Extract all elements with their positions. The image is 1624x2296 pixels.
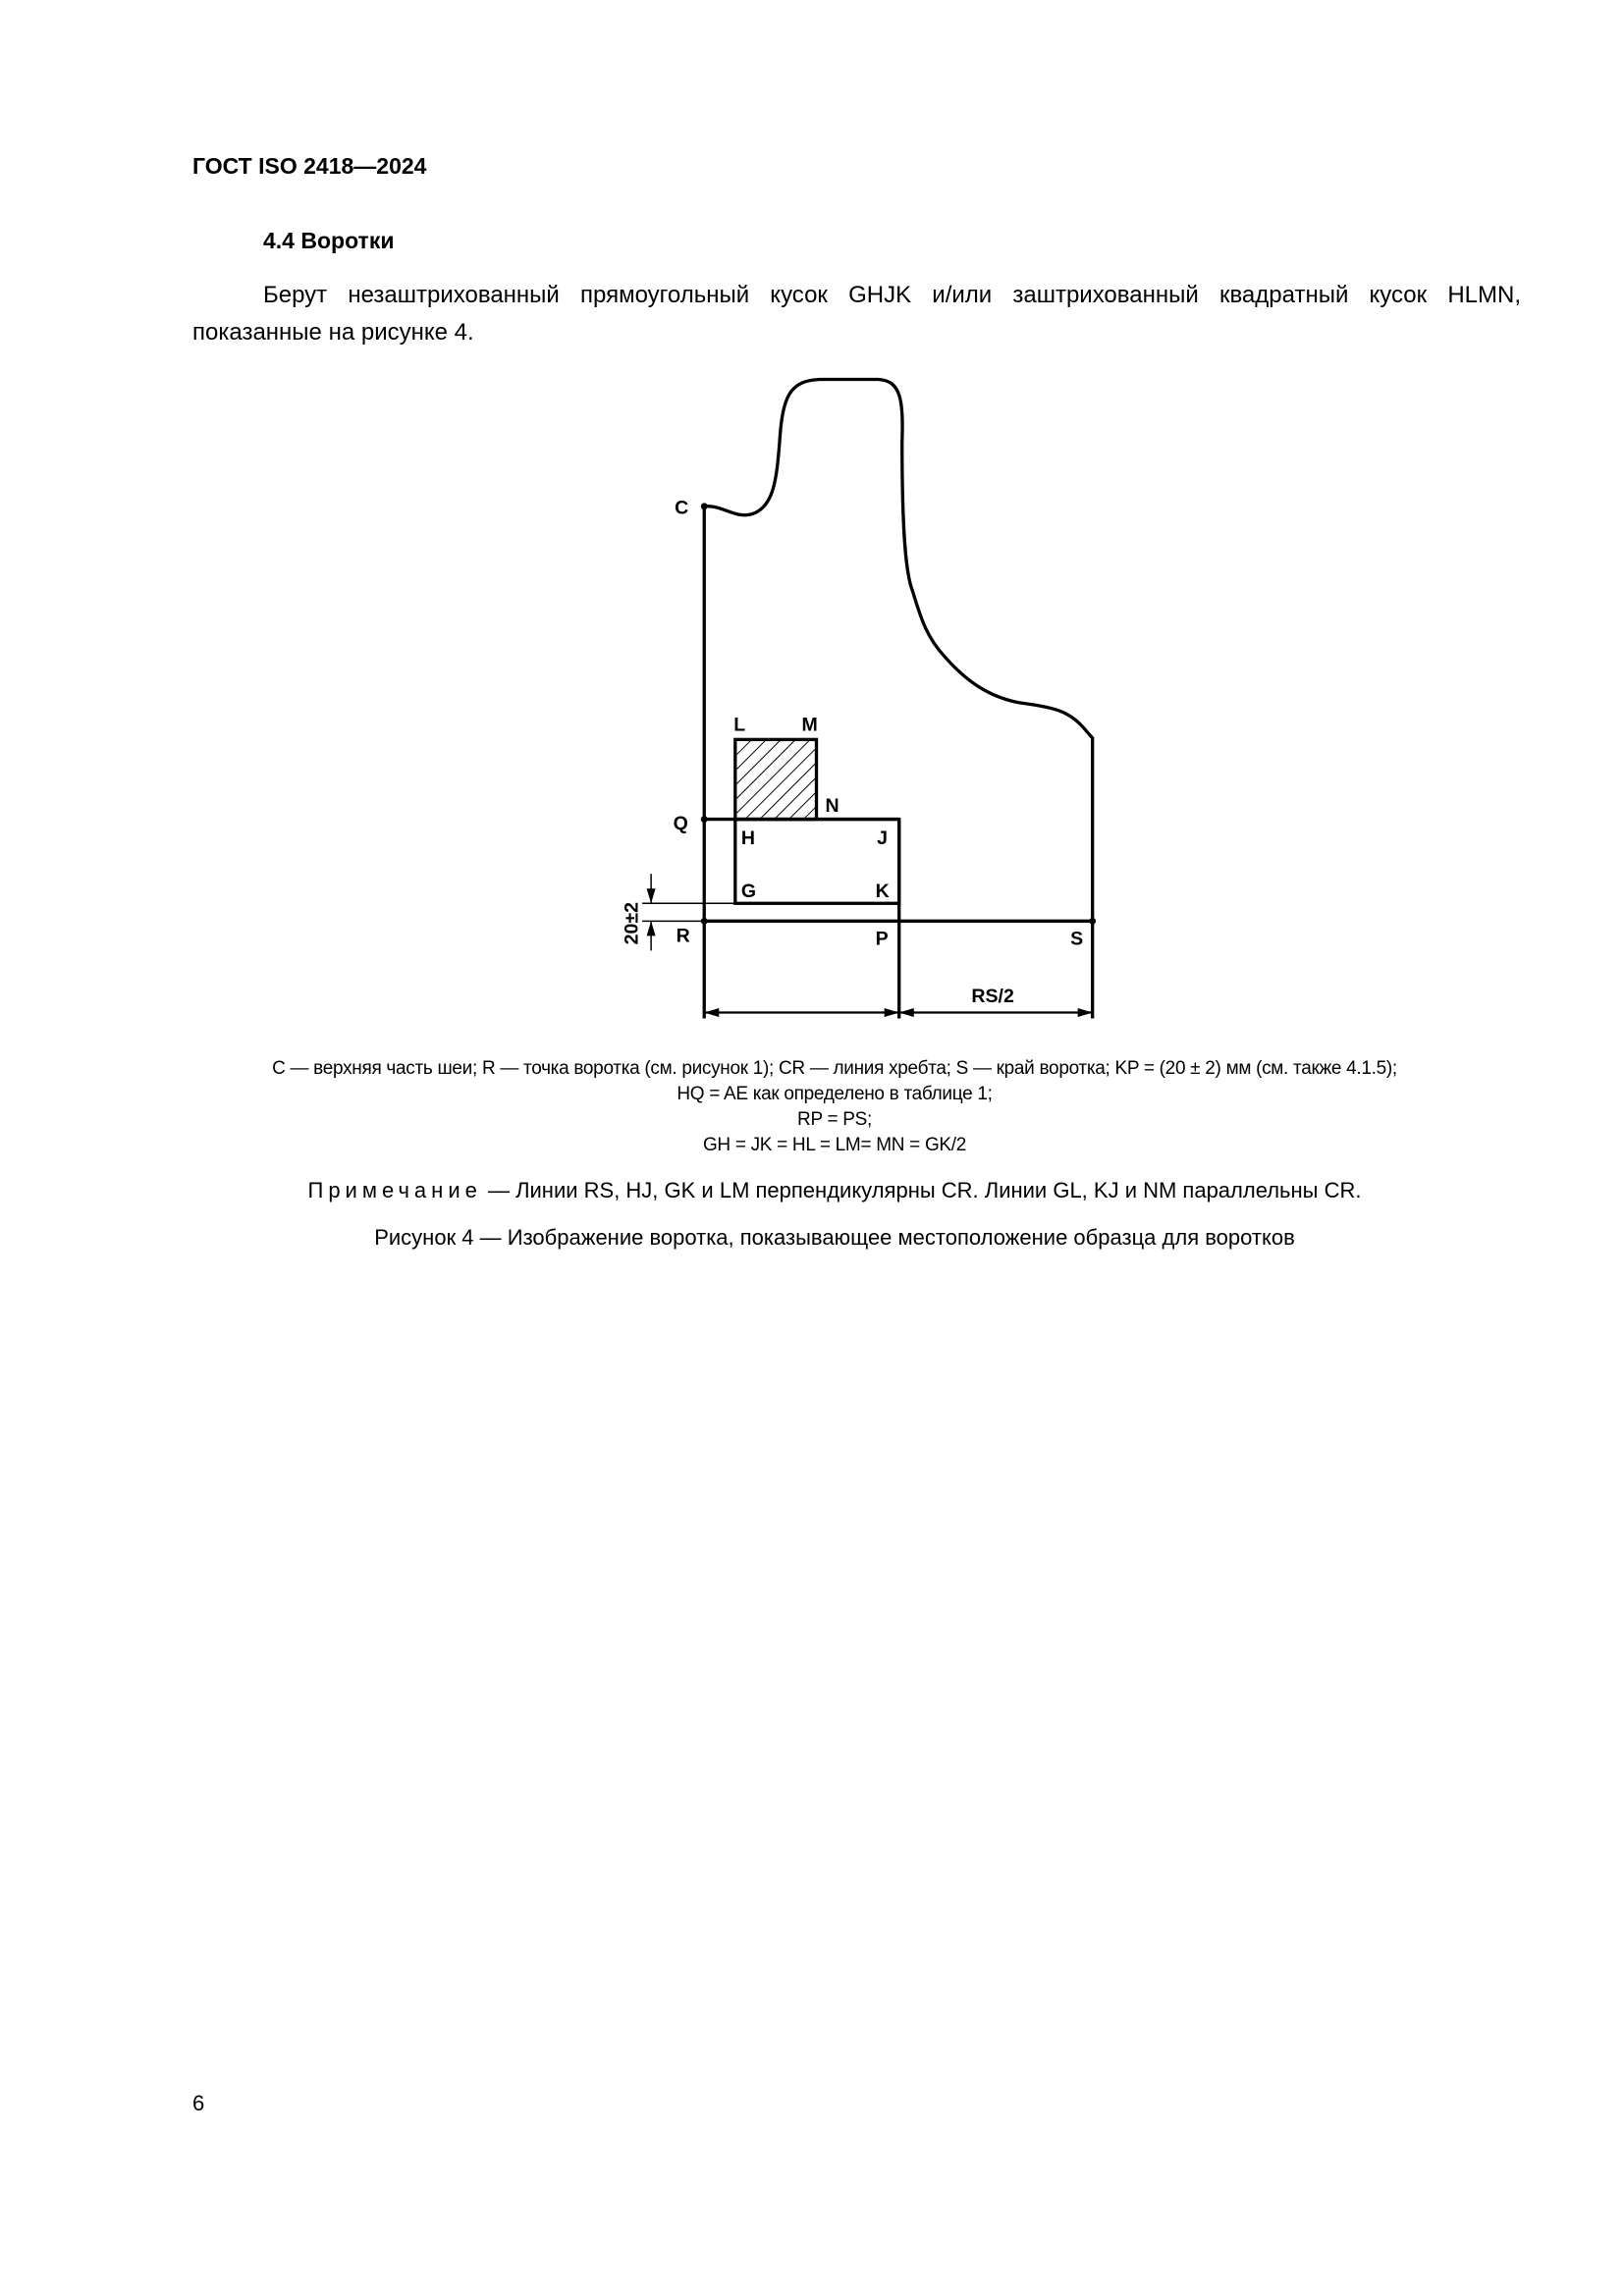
figure-legend [147, 1056, 1522, 1158]
label-h: H [740, 828, 755, 850]
dimension-kp: 20±2 [621, 902, 643, 945]
body-paragraph: Берут незаштрихованный прямоугольный кусок GHJK и/или заштрихованный квадратный кусок HLMN, показанные на рисунке 4. [192, 282, 1521, 346]
legend-line: RP = PS; [797, 1109, 872, 1130]
figure-caption: Рисунок 4 — Изображение воротка, показывающее местоположение образца для воротков [374, 1225, 1295, 1250]
label-s: S [1070, 928, 1084, 950]
section-heading: 4.4 Воротки [263, 228, 395, 253]
legend-line: GH = JK = HL = LM= MN = GK/2 [702, 1135, 967, 1155]
dimension-lines [642, 874, 1093, 1012]
note-text: — Линии RS, HJ, GK и LM перпендикулярны CR. Линии GL, KJ и NM параллельны CR. [481, 1178, 1362, 1202]
dimension-rs-half: RS/2 [971, 986, 1014, 1008]
label-j: J [877, 828, 889, 850]
hatched-square-hlmn [735, 739, 817, 819]
page-number: 6 [192, 2091, 205, 2115]
label-k: K [875, 881, 890, 903]
label-n: N [825, 795, 839, 818]
legend-line: HQ = AE как определено в таблице 1; [677, 1084, 993, 1104]
note-label: Примечание [307, 1178, 482, 1202]
label-l: L [733, 714, 746, 736]
legend-line: C — верхняя часть шеи; R — точка воротка (см. рисунок 1); CR — линия хребта; S — край воротка; KP = (20 ± 2) мм (см. также 4.1.5); [272, 1058, 1397, 1079]
label-r: R [676, 925, 690, 947]
figure-note [147, 1178, 1522, 1203]
document-header: ГОСТ ISO 2418—2024 [192, 153, 427, 179]
label-p: P [875, 928, 889, 950]
label-c: C [675, 497, 689, 519]
label-q: Q [673, 813, 688, 835]
label-m: M [801, 714, 818, 736]
garment-outline [704, 379, 1092, 1018]
label-g: G [740, 881, 757, 903]
